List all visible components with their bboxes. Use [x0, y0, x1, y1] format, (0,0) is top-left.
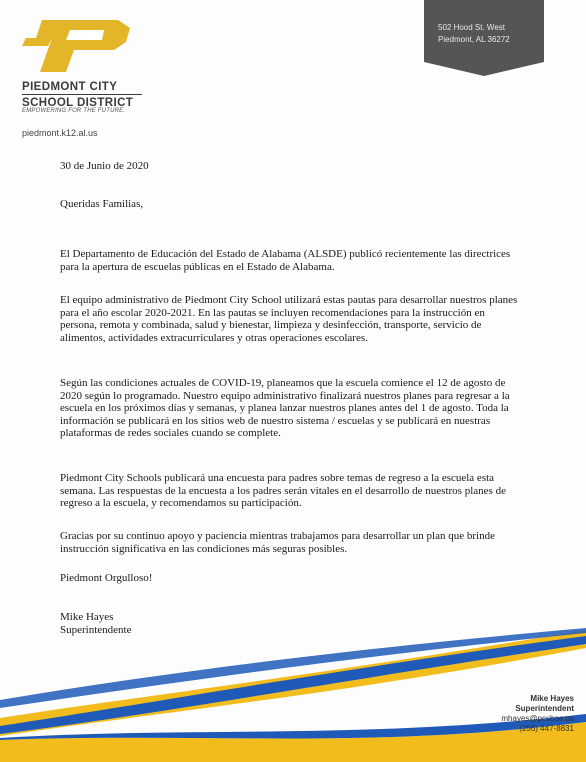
- letter-paragraph-2: El equipo administrativo de Piedmont City School utilizará estas pautas para desarrollar nuestros planes para el año escolar 2020-2021. En las pautas se incluyen recomendaciones para la instrucción en persona, remota y combinada, salud y bienestar, limpieza y desinfección, transporte, servicio de alimentos, actividades extracurriculares y otras operaciones escolares.: [60, 294, 518, 344]
- address-line1: 502 Hood St. West: [438, 23, 505, 32]
- district-logo: [22, 18, 134, 74]
- signature-title: Superintendente: [60, 624, 132, 636]
- footer-phone: (256) 447-8831: [519, 724, 574, 733]
- letter-date: 30 de Junio de 2020: [60, 160, 149, 172]
- district-website[interactable]: piedmont.k12.al.us: [22, 128, 98, 138]
- footer-title: Superintendent: [515, 704, 574, 713]
- letter-closing: Piedmont Orgulloso!: [60, 572, 153, 584]
- district-name-line1: PIEDMONT CITY: [22, 81, 118, 93]
- address-line2: Piedmont, AL 36272: [438, 35, 510, 44]
- letter-paragraph-1: El Departamento de Educación del Estado de Alabama (ALSDE) publicó recientemente las directrices para la apertura de escuelas públicas en el Estado de Alabama.: [60, 248, 511, 273]
- footer-email[interactable]: mhayes@pcsboe.us: [501, 714, 574, 723]
- signature-name: Mike Hayes: [60, 611, 114, 623]
- footer-name: Mike Hayes: [530, 694, 574, 703]
- district-tagline: EMPOWERING FOR THE FUTURE.: [22, 108, 126, 114]
- district-name: [22, 80, 142, 110]
- letter-paragraph-5: Gracias por su continuo apoyo y paciencia mientras trabajamos para desarrollar un plan que brinde instrucción significativa en las condiciones más seguras posibles.: [60, 530, 495, 555]
- footer-contact: [501, 694, 574, 734]
- district-address: [438, 22, 542, 46]
- footer-swoosh: [0, 600, 586, 762]
- letter-paragraph-3: Según las condiciones actuales de COVID-19, planeamos que la escuela comience el 12 de agosto de 2020 según lo programado. Nuestro equipo administrativo finalizará nuestros planes para regresar a la escuela en los próximos días y semanas, y planea lanzar nuestros planes antes del 1 de agosto. Toda la información se publicará en los sitios web de nuestro sistema / escuelas y se publicará en nuestras plataformas de redes sociales cuando se complete.: [60, 377, 510, 440]
- letter-greeting: Queridas Familias,: [60, 198, 144, 210]
- district-name-line2: SCHOOL DISTRICT: [22, 94, 142, 110]
- letter-paragraph-4: Piedmont City Schools publicará una encuesta para padres sobre temas de regreso a la escuela esta semana. Las respuestas de la encuesta a los padres serán vitales en el desarrollo de nuestros planes de regreso a la escuela, y recomendamos su participación.: [60, 472, 506, 510]
